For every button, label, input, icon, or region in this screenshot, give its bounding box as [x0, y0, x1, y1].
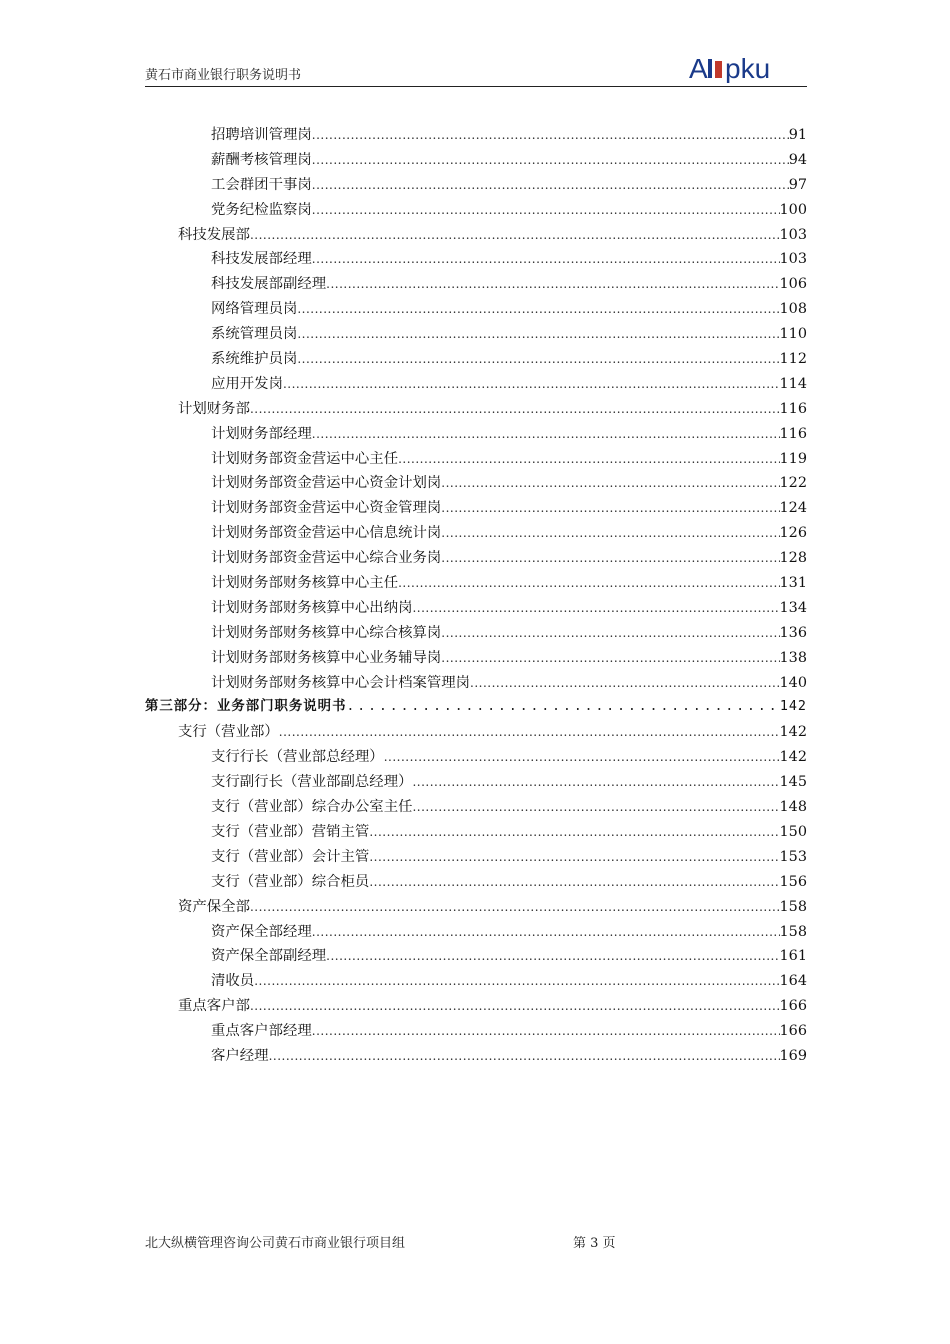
- toc-entry-page: 100: [779, 201, 807, 218]
- toc-entry-page: 142: [779, 699, 807, 715]
- toc-dot-leader: [441, 646, 779, 671]
- toc-dot-leader: [384, 745, 780, 770]
- toc-entry-page: 136: [779, 624, 807, 641]
- toc-dot-leader: [297, 297, 779, 322]
- toc-entry-title: 科技发展部: [178, 226, 250, 243]
- toc-entry-page: 97: [788, 176, 807, 193]
- toc-entry-page: 134: [779, 599, 807, 616]
- toc-item-entry[interactable]: [145, 247, 807, 272]
- toc-entry-page: 158: [779, 898, 807, 915]
- table-of-contents: [145, 123, 807, 1069]
- page-footer: [145, 1228, 807, 1252]
- page-header: [145, 50, 807, 87]
- toc-entry-title: 清收员: [211, 973, 255, 990]
- toc-entry-page: 114: [779, 375, 807, 392]
- toc-entry-page: 156: [779, 873, 807, 890]
- toc-item-entry[interactable]: [145, 297, 807, 322]
- toc-entry-title: 计划财务部财务核算中心业务辅导岗: [211, 649, 442, 666]
- toc-dot-leader: [441, 546, 779, 571]
- toc-entry-title: 计划财务部财务核算中心主任: [211, 575, 399, 592]
- toc-item-entry[interactable]: [145, 870, 807, 895]
- toc-entry-title: 重点客户部经理: [211, 1023, 312, 1040]
- toc-item-entry[interactable]: [145, 1044, 807, 1069]
- toc-item-entry[interactable]: [145, 123, 807, 148]
- toc-dot-leader: [250, 223, 780, 248]
- toc-dot-leader: [326, 944, 779, 969]
- toc-dot-leader: [297, 347, 779, 372]
- toc-dot-leader: [250, 994, 780, 1019]
- toc-item-entry[interactable]: [145, 322, 807, 347]
- toc-dot-leader: [312, 148, 789, 173]
- toc-entry-page: 169: [779, 1047, 807, 1064]
- document-title: 黄石市商业银行职务说明书: [145, 68, 302, 83]
- toc-entry-title: 计划财务部资金营运中心综合业务岗: [211, 550, 442, 567]
- toc-item-entry[interactable]: [145, 198, 807, 223]
- toc-entry-title: 网络管理员岗: [211, 301, 298, 318]
- toc-item-entry[interactable]: [145, 173, 807, 198]
- toc-entry-page: 164: [779, 973, 807, 990]
- toc-dot-leader: [441, 621, 779, 646]
- toc-entry-page: 106: [779, 276, 807, 293]
- toc-dot-leader: [326, 272, 779, 297]
- toc-dot-leader: [312, 422, 780, 447]
- toc-entry-page: 166: [779, 1023, 807, 1040]
- toc-dot-leader: [369, 845, 779, 870]
- toc-entry-page: 138: [779, 649, 807, 666]
- toc-entry-page: 112: [779, 351, 807, 368]
- toc-entry-page: 128: [779, 550, 807, 567]
- toc-section-entry[interactable]: [145, 994, 807, 1019]
- toc-item-entry[interactable]: [145, 944, 807, 969]
- toc-entry-page: 158: [779, 923, 807, 940]
- toc-item-entry[interactable]: [145, 422, 807, 447]
- toc-entry-page: 131: [779, 575, 807, 592]
- toc-dot-leader: [369, 820, 779, 845]
- toc-dot-leader: [269, 1044, 780, 1069]
- toc-entry-page: 142: [779, 749, 807, 766]
- toc-entry-title: 计划财务部: [178, 400, 250, 417]
- toc-entry-page: 108: [779, 301, 807, 318]
- toc-entry-title: 系统管理员岗: [211, 326, 298, 343]
- toc-entry-title: 计划财务部财务核算中心综合核算岗: [211, 624, 442, 641]
- toc-dot-leader: [312, 247, 780, 272]
- toc-entry-title: 薪酬考核管理岗: [211, 151, 312, 168]
- toc-entry-title: 系统维护员岗: [211, 351, 298, 368]
- toc-entry-title: 第三部分：业务部门职务说明书: [145, 699, 347, 715]
- toc-dot-leader: [441, 521, 779, 546]
- toc-entry-title: 支行（营业部）: [178, 724, 279, 741]
- toc-entry-page: 150: [779, 823, 807, 840]
- page-number: 第 3 页: [573, 1236, 616, 1251]
- toc-dot-leader: [441, 496, 779, 521]
- toc-item-entry[interactable]: [145, 920, 807, 945]
- toc-entry-page: 142: [779, 724, 807, 741]
- toc-entry-title: 支行（营业部）营销主管: [211, 823, 370, 840]
- toc-dot-leader: [412, 770, 779, 795]
- toc-dot-leader: [250, 397, 780, 422]
- footer-org: 北大纵横管理咨询公司黄石市商业银行项目组: [145, 1236, 406, 1251]
- toc-entry-page: 91: [788, 127, 807, 143]
- toc-item-entry[interactable]: [145, 621, 807, 646]
- toc-entry-page: 103: [779, 226, 807, 243]
- toc-item-entry[interactable]: [145, 745, 807, 770]
- toc-entry-page: 119: [779, 450, 807, 467]
- toc-item-entry[interactable]: [145, 795, 807, 820]
- toc-entry-page: 110: [779, 326, 807, 343]
- toc-entry-title: 计划财务部财务核算中心会计档案管理岗: [211, 674, 471, 691]
- toc-item-entry[interactable]: [145, 571, 807, 596]
- toc-entry-title: 计划财务部资金营运中心资金计划岗: [211, 475, 442, 492]
- toc-dot-leader: [412, 795, 779, 820]
- toc-dot-leader: [369, 870, 779, 895]
- toc-dot-leader: [312, 123, 789, 148]
- toc-dot-leader: [470, 671, 779, 696]
- toc-item-entry[interactable]: [145, 646, 807, 671]
- toc-dot-leader: [398, 571, 779, 596]
- toc-item-entry[interactable]: [145, 546, 807, 571]
- toc-entry-page: 116: [779, 425, 807, 442]
- toc-section-entry[interactable]: [145, 397, 807, 422]
- toc-dot-leader: [412, 596, 779, 621]
- toc-item-entry[interactable]: [145, 969, 807, 994]
- toc-entry-title: 资产保全部经理: [211, 923, 312, 940]
- toc-item-entry[interactable]: [145, 471, 807, 496]
- toc-dot-leader: [441, 471, 779, 496]
- toc-dot-leader: [283, 372, 780, 397]
- toc-item-entry[interactable]: [145, 521, 807, 546]
- toc-item-entry[interactable]: [145, 845, 807, 870]
- toc-item-entry[interactable]: [145, 820, 807, 845]
- toc-dot-leader: [254, 969, 779, 994]
- toc-dot-leader: [312, 920, 780, 945]
- toc-entry-page: 153: [779, 848, 807, 865]
- toc-item-entry[interactable]: [145, 596, 807, 621]
- toc-entry-title: 招聘培训管理岗: [211, 127, 312, 143]
- toc-item-entry[interactable]: [145, 671, 807, 696]
- toc-entry-page: 103: [779, 251, 807, 268]
- toc-entry-title: 支行（营业部）综合办公室主任: [211, 799, 413, 816]
- toc-entry-title: 客户经理: [211, 1047, 269, 1064]
- toc-item-entry[interactable]: [145, 770, 807, 795]
- toc-item-entry[interactable]: [145, 148, 807, 173]
- toc-entry-title: 资产保全部: [178, 898, 250, 915]
- svg-text:A: A: [689, 53, 708, 83]
- toc-entry-title: 计划财务部经理: [211, 425, 312, 442]
- toc-entry-page: 145: [779, 774, 807, 791]
- toc-entry-page: 140: [779, 674, 807, 691]
- toc-entry-title: 计划财务部资金营运中心信息统计岗: [211, 525, 442, 542]
- toc-entry-title: 计划财务部资金营运中心主任: [211, 450, 399, 467]
- toc-dot-leader: [279, 720, 780, 745]
- toc-entry-page: 116: [779, 400, 807, 417]
- toc-dot-leader: [312, 1019, 780, 1044]
- svg-text:pku: pku: [725, 53, 771, 83]
- toc-entry-page: 161: [779, 948, 807, 965]
- toc-section-entry[interactable]: [145, 895, 807, 920]
- toc-dot-leader: [398, 447, 779, 472]
- allpku-logo: [689, 53, 805, 83]
- toc-entry-title: 支行（营业部）会计主管: [211, 848, 370, 865]
- toc-entry-title: 资产保全部副经理: [211, 948, 327, 965]
- toc-dot-leader: [346, 695, 779, 720]
- toc-entry-title: 支行副行长（营业部副总经理）: [211, 774, 413, 791]
- toc-entry-page: 124: [779, 500, 807, 517]
- toc-entry-title: 工会群团干事岗: [211, 176, 312, 193]
- toc-dot-leader: [297, 322, 779, 347]
- toc-item-entry[interactable]: [145, 496, 807, 521]
- toc-entry-page: 166: [779, 998, 807, 1015]
- toc-entry-title: 应用开发岗: [211, 375, 283, 392]
- toc-entry-title: 支行行长（营业部总经理）: [211, 749, 384, 766]
- toc-entry-page: 126: [779, 525, 807, 542]
- toc-entry-title: 重点客户部: [178, 998, 250, 1015]
- toc-item-entry[interactable]: [145, 447, 807, 472]
- toc-entry-page: 148: [779, 799, 807, 816]
- toc-entry-title: 计划财务部财务核算中心出纳岗: [211, 599, 413, 616]
- toc-entry-title: 计划财务部资金营运中心资金管理岗: [211, 500, 442, 517]
- toc-item-entry[interactable]: [145, 372, 807, 397]
- toc-entry-page: 94: [788, 151, 807, 168]
- toc-section-entry[interactable]: [145, 720, 807, 745]
- toc-entry-title: 科技发展部副经理: [211, 276, 327, 293]
- toc-entry-title: 科技发展部经理: [211, 251, 312, 268]
- toc-part-entry[interactable]: [145, 695, 807, 720]
- toc-dot-leader: [250, 895, 780, 920]
- toc-item-entry[interactable]: [145, 1019, 807, 1044]
- toc-entry-title: 党务纪检监察岗: [211, 201, 312, 218]
- toc-dot-leader: [312, 173, 789, 198]
- toc-entry-page: 122: [779, 475, 807, 492]
- toc-entry-title: 支行（营业部）综合柜员: [211, 873, 370, 890]
- toc-item-entry[interactable]: [145, 347, 807, 372]
- toc-dot-leader: [312, 198, 780, 223]
- toc-item-entry[interactable]: [145, 272, 807, 297]
- toc-section-entry[interactable]: [145, 223, 807, 248]
